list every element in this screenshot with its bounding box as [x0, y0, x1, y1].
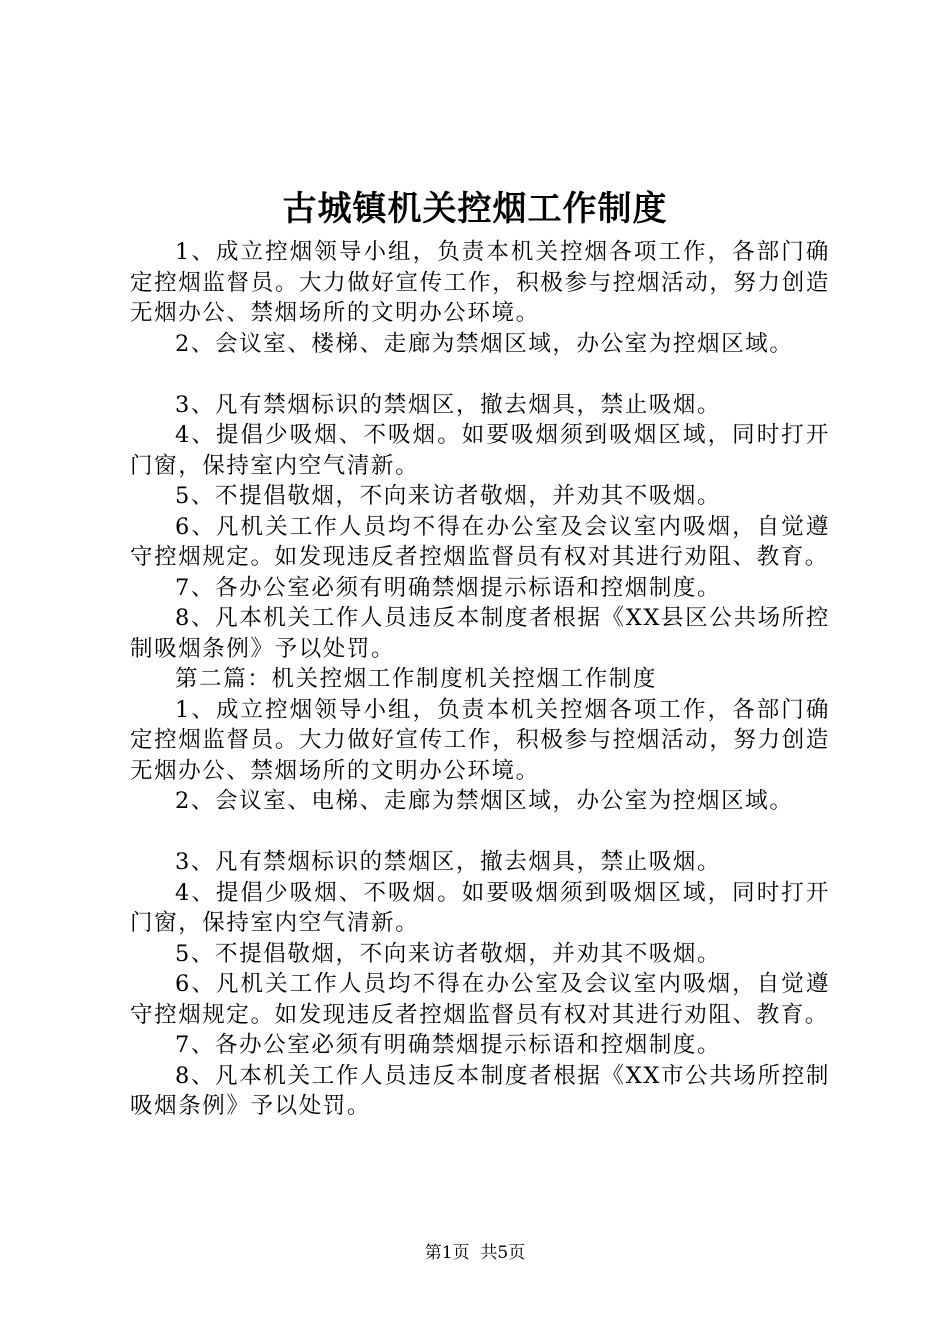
paragraph-1: 1、成立控烟领导小组，负责本机关控烟各项工作，各部门确定控烟监督员。大力做好宣传工作，积极参与控烟活动，努力创造无烟办公、禁烟场所的文明办公环境。 — [130, 239, 830, 326]
paragraph-11: 3、凡有禁烟标识的禁烟区，撤去烟具，禁止吸烟。 — [175, 849, 722, 875]
paragraph-16: 8、凡本机关工作人员违反本制度者根据《XX市公共场所控制吸烟条例》予以处罚。 — [130, 1062, 830, 1119]
paragraph-12: 4、提倡少吸烟、不吸烟。如要吸烟须到吸烟区域，同时打开门窗，保持室内空气清新。 — [130, 879, 830, 936]
paragraph-8: 8、凡本机关工作人员违反本制度者根据《XX县区公共场所控制吸烟条例》予以处罚。 — [130, 605, 830, 662]
paragraph-2: 2、会议室、楼梯、走廊为禁烟区域，办公室为控烟区域。 — [175, 330, 794, 357]
paragraph-13: 5、不提倡敬烟，不向来访者敬烟，并劝其不吸烟。 — [175, 940, 722, 967]
document-title: 古城镇机关控烟工作制度 — [282, 189, 668, 229]
paragraph-14: 6、凡机关工作人员均不得在办公室及会议室内吸烟，自觉遵守控烟规定。如发现违反者控烟监督员有权对其进行劝阻、教育。 — [130, 971, 830, 1028]
page-number: 第1页 共5页 — [424, 1243, 526, 1263]
document-body — [130, 237, 830, 1122]
paragraph-7: 7、各办公室必须有明确禁烟提示标语和控烟制度。 — [175, 574, 722, 601]
paragraph-10: 2、会议室、电梯、走廊为禁烟区域，办公室为控烟区域。 — [175, 788, 794, 814]
paragraph-15: 7、各办公室必须有明确禁烟提示标语和控烟制度。 — [175, 1032, 722, 1058]
paragraph-6: 6、凡机关工作人员均不得在办公室及会议室内吸烟，自觉遵守控烟规定。如发现违反者控烟监督员有权对其进行劝阻、教育。 — [130, 513, 830, 570]
paragraph-5: 5、不提倡敬烟，不向来访者敬烟，并劝其不吸烟。 — [175, 483, 722, 509]
paragraph-3: 3、凡有禁烟标识的禁烟区，撤去烟具，禁止吸烟。 — [175, 391, 722, 418]
paragraph-9: 1、成立控烟领导小组，负责本机关控烟各项工作，各部门确定控烟监督员。大力做好宣传工作，积极参与控烟活动，努力创造无烟办公、禁烟场所的文明办公环境。 — [130, 696, 830, 784]
section-heading-2: 第二篇：机关控烟工作制度机关控烟工作制度 — [175, 666, 658, 692]
paragraph-4: 4、提倡少吸烟、不吸烟。如要吸烟须到吸烟区域，同时打开门窗，保持室内空气清新。 — [130, 422, 830, 479]
